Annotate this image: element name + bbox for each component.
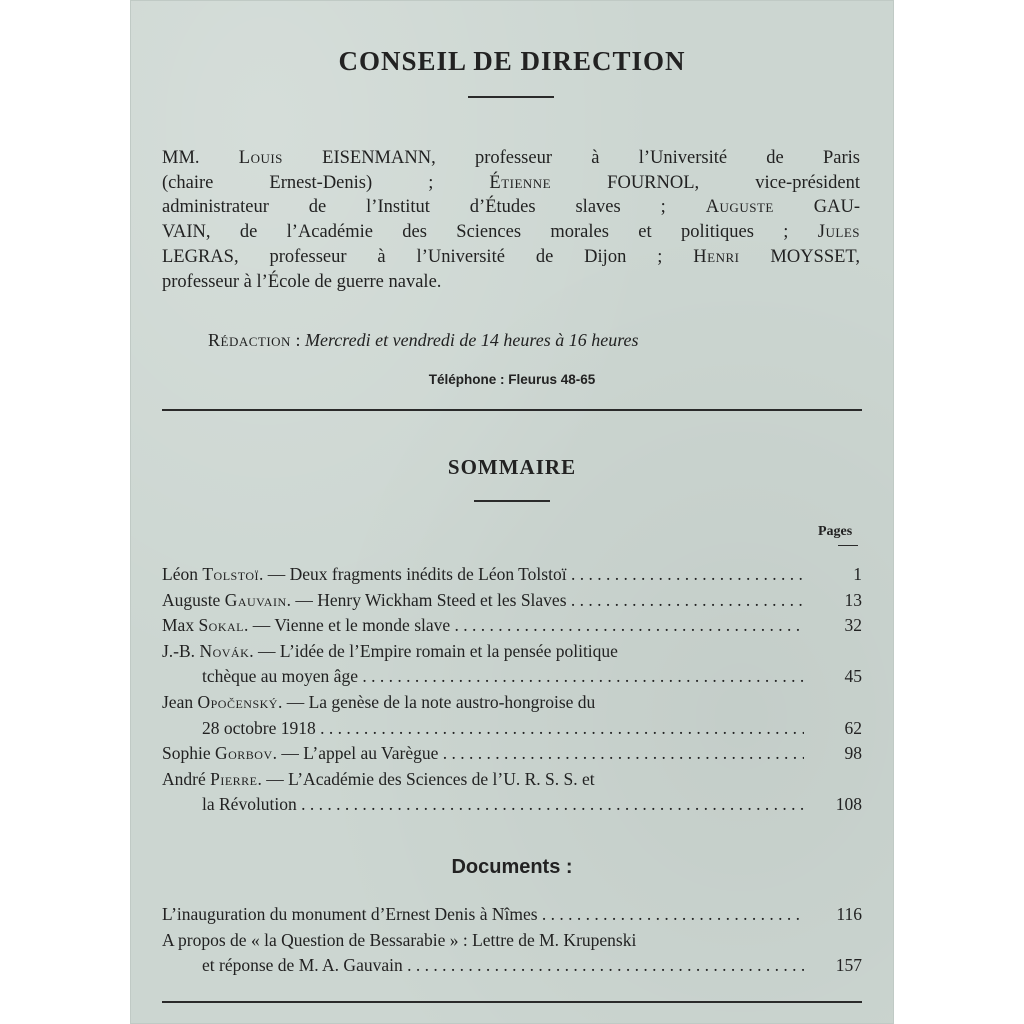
page-number: 62 bbox=[844, 717, 862, 738]
article-title: . — Vienne et le monde slave bbox=[244, 615, 451, 636]
toc-entry-text bbox=[162, 741, 804, 767]
council-title: CONSEIL DE DIRECTION bbox=[338, 46, 686, 76]
redaction-schedule: Mercredi et vendredi de 14 heures à 16 heures bbox=[304, 330, 639, 350]
article-title: . — Deux fragments inédits de Léon Tolstoï bbox=[258, 564, 567, 584]
author-first-name: Max bbox=[162, 615, 199, 636]
toc-entry-line bbox=[162, 716, 862, 742]
council-text: GAU- bbox=[773, 197, 860, 218]
redaction-label: Rédaction bbox=[208, 330, 291, 350]
title-underline bbox=[468, 96, 554, 98]
document-entry-line bbox=[162, 953, 862, 979]
member-first-name: Auguste bbox=[705, 197, 774, 218]
document-title: L’inauguration du monument d’Ernest Denis à Nîmes . . . bbox=[162, 902, 804, 928]
council-line bbox=[162, 270, 860, 295]
bottom-divider bbox=[162, 1001, 862, 1003]
pages-column-label: Pages bbox=[818, 524, 853, 539]
article-title: 28 octobre 1918 bbox=[202, 717, 316, 738]
council-text: (chaire Ernest-Denis) ; bbox=[162, 172, 490, 193]
page-number: 1 bbox=[853, 564, 862, 584]
toc-entry-text bbox=[162, 562, 804, 588]
page-number: 32 bbox=[844, 615, 862, 636]
member-first-name: Louis bbox=[238, 148, 283, 168]
page-number: 116 bbox=[836, 904, 862, 924]
council-text: professeur à l’École de guerre navale. bbox=[162, 271, 442, 292]
council-text: MOYSSET, bbox=[739, 246, 860, 267]
document-title: A propos de « la Question de Bessarabie » : Lettre de M. Krupenski bbox=[162, 929, 637, 950]
toc-entry-line bbox=[162, 792, 862, 818]
council-line bbox=[162, 146, 860, 171]
pages-underline bbox=[838, 545, 858, 546]
toc-entry-text bbox=[202, 716, 804, 742]
article-title: . — Henry Wickham Steed et les Slaves bbox=[286, 589, 567, 610]
author-last-name: Novák bbox=[199, 640, 250, 661]
author-last-name: Gorbov bbox=[215, 743, 273, 764]
document-entry-line bbox=[162, 928, 862, 954]
page-number: 98 bbox=[844, 743, 862, 764]
article-title: . — L’idée de l’Empire romain et la pensée politique bbox=[249, 640, 618, 661]
author-first-name: Léon bbox=[162, 564, 203, 584]
toc-entry-text bbox=[162, 639, 804, 665]
council-text: FOURNOL, vice-président bbox=[551, 172, 861, 193]
redaction-hours bbox=[208, 330, 639, 351]
council-line bbox=[162, 195, 860, 220]
section-divider bbox=[162, 409, 862, 411]
author-first-name: Jean bbox=[162, 691, 198, 712]
author-last-name: Sokal bbox=[198, 615, 245, 636]
article-title: la Révolution bbox=[202, 794, 297, 815]
summary-list bbox=[162, 562, 862, 818]
document-title: et réponse de M. A. Gauvain . . . bbox=[202, 953, 804, 979]
council-line bbox=[162, 171, 860, 196]
article-title: . — La genèse de la note austro-hongroise du bbox=[277, 691, 596, 712]
toc-entry-text bbox=[202, 664, 804, 690]
toc-entry-line bbox=[162, 562, 862, 588]
council-text: VAIN, de l’Académie des Sciences morales et politiques ; bbox=[162, 222, 818, 243]
page-number: 108 bbox=[835, 794, 862, 815]
toc-entry-line bbox=[162, 588, 862, 614]
article-title: . — L’Académie des Sciences de l’U. R. S. S. et bbox=[257, 768, 595, 789]
toc-entry-line bbox=[162, 690, 862, 716]
telephone: Téléphone : Fleurus 48-65 bbox=[428, 372, 596, 387]
toc-entry-text bbox=[202, 792, 804, 818]
toc-entry-line bbox=[162, 639, 862, 665]
council-line bbox=[162, 220, 860, 245]
toc-entry-text bbox=[162, 613, 804, 639]
council-text: administrateur de l’Institut d’Études slaves ; bbox=[162, 197, 706, 218]
member-first-name: Henri bbox=[693, 246, 740, 267]
author-last-name: Opočenský bbox=[197, 691, 278, 712]
council-members-paragraph bbox=[162, 146, 860, 294]
author-first-name: J.-B. bbox=[162, 640, 200, 661]
toc-entry-line bbox=[162, 613, 862, 639]
page-number: 13 bbox=[844, 589, 862, 610]
documents-title: Documents : bbox=[451, 856, 573, 878]
article-title: . — L’appel au Varègue bbox=[272, 743, 439, 764]
redaction-separator: : bbox=[290, 330, 305, 350]
toc-entry-text bbox=[162, 767, 804, 793]
summary-title: SOMMAIRE bbox=[447, 455, 577, 479]
council-text: EISENMANN, professeur à l’Université de Paris bbox=[282, 148, 860, 168]
toc-entry-line bbox=[162, 741, 862, 767]
member-first-name: Jules bbox=[817, 222, 860, 243]
author-last-name: Tolstoï bbox=[202, 564, 259, 584]
toc-entry-text bbox=[162, 690, 804, 716]
author-first-name: André bbox=[162, 768, 211, 789]
summary-underline bbox=[474, 500, 550, 502]
toc-entry-line bbox=[162, 767, 862, 793]
toc-entry-text bbox=[162, 588, 804, 614]
author-last-name: Pierre bbox=[210, 768, 258, 789]
author-first-name: Auguste bbox=[162, 589, 225, 610]
page-number: 45 bbox=[844, 666, 862, 687]
member-first-name: Étienne bbox=[489, 172, 552, 193]
council-line bbox=[162, 245, 860, 270]
author-first-name: Sophie bbox=[162, 743, 215, 764]
council-text: MM. bbox=[162, 148, 239, 168]
document-entry-line bbox=[162, 902, 862, 928]
documents-list bbox=[162, 902, 862, 979]
author-last-name: Gauvain bbox=[224, 589, 287, 610]
article-title: tchèque au moyen âge bbox=[202, 666, 358, 687]
toc-entry-line bbox=[162, 664, 862, 690]
page-number: 157 bbox=[835, 955, 862, 976]
council-text: LEGRAS, professeur à l’Université de Dijon ; bbox=[162, 246, 694, 267]
